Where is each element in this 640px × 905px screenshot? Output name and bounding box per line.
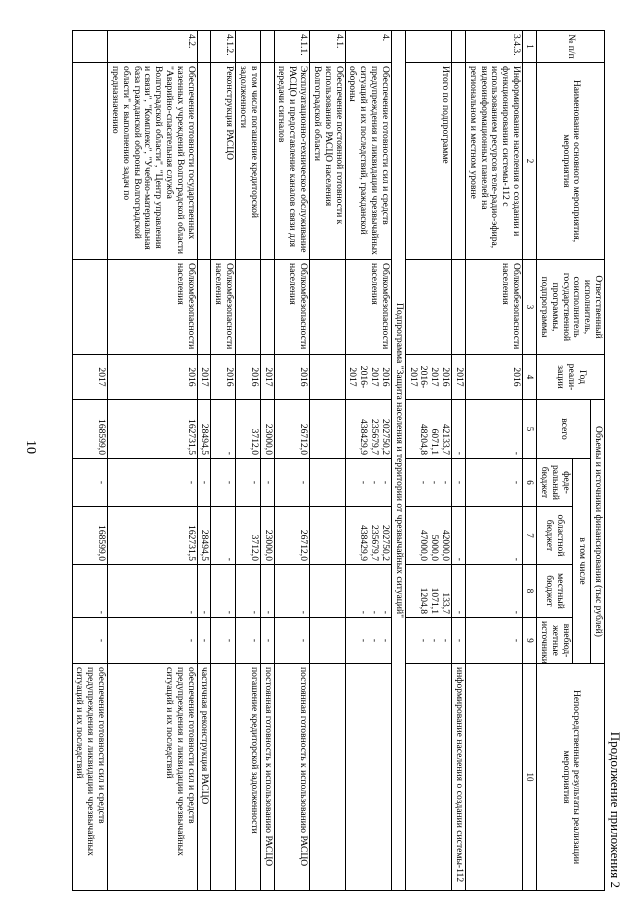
column-index: 5 xyxy=(523,400,537,459)
column-index: 4 xyxy=(523,355,537,400)
cell-regional: - xyxy=(452,507,466,565)
header-row-1 xyxy=(591,31,605,891)
rotated-page xyxy=(74,30,625,890)
cell-measure-name: Обеспечение готовности сил и средств предупреждения и ликвидации чрезвычайных ситуаций и их последствий, гражданской обороны xyxy=(345,63,391,260)
cell-federal: - xyxy=(465,459,522,507)
cell-measure-name: Итого по подпрограмме xyxy=(405,63,451,260)
cell-measure-name xyxy=(452,63,466,260)
cell-local xyxy=(310,565,345,618)
cell-extrabudget: - - - xyxy=(405,618,451,664)
header-no: № п/п xyxy=(537,31,605,63)
cell-executor xyxy=(260,260,274,355)
cell-measure-name: Обеспечение постоянной готовности к использованию РАСЦО населения Волгоградской области xyxy=(310,63,345,260)
cell-federal xyxy=(310,459,345,507)
cell-year: 2016 2017 2016-2017 xyxy=(405,355,451,400)
cell-no: 4.2. xyxy=(108,31,198,63)
cell-regional: 3712,0 xyxy=(236,507,261,565)
column-index: 1 xyxy=(523,31,537,63)
table-row xyxy=(72,31,107,891)
cell-local: - xyxy=(236,565,261,618)
header-measure-name: Наименование основного мероприятия, мероприятия xyxy=(537,63,605,260)
table-row xyxy=(197,31,211,891)
cell-total: 168599,0 xyxy=(72,400,107,459)
cell-total: 23000,0 xyxy=(260,400,274,459)
cell-year: 2017 xyxy=(197,355,211,400)
cell-result xyxy=(310,664,345,891)
cell-federal: - xyxy=(108,459,198,507)
cell-local: - xyxy=(211,565,236,618)
cell-executor xyxy=(405,260,451,355)
header-extrabudget: внебюд- жетные источники xyxy=(537,618,572,664)
cell-extrabudget: - xyxy=(108,618,198,664)
table-row xyxy=(465,31,522,891)
cell-year: 2017 xyxy=(72,355,107,400)
cell-result: обеспечение готовности сил и средств предупреждения и ликвидации чрезвычайных ситуаций и их последствий xyxy=(108,664,198,891)
table-row xyxy=(274,31,309,891)
cell-measure-name xyxy=(260,63,274,260)
cell-regional: 162731,5 xyxy=(108,507,198,565)
cell-total: 3712,0 xyxy=(236,400,261,459)
table-row xyxy=(236,31,261,891)
cell-regional: 168599,0 xyxy=(72,507,107,565)
cell-no xyxy=(405,31,451,63)
cell-regional: 42000,0 5000,0 47000,0 xyxy=(405,507,451,565)
cell-local: - - - xyxy=(345,565,391,618)
cell-executor: Облкомбезопасности населения xyxy=(274,260,309,355)
cell-year: 2016 xyxy=(211,355,236,400)
cell-federal: - xyxy=(197,459,211,507)
cell-regional: 23000,0 xyxy=(260,507,274,565)
cell-no xyxy=(452,31,466,63)
column-index-row xyxy=(523,31,537,891)
page-number: 10 xyxy=(23,440,38,454)
table-row xyxy=(452,31,466,891)
cell-federal: - - - xyxy=(345,459,391,507)
cell-measure-name: Реконструкция РАСЦО xyxy=(211,63,236,260)
cell-total: - xyxy=(452,400,466,459)
header-funding: Объемы и источники финансирования (тыс рублей) xyxy=(591,400,605,664)
cell-extrabudget: - xyxy=(465,618,522,664)
cell-local: - xyxy=(72,565,107,618)
header-including: в том числе xyxy=(572,459,591,664)
cell-total: - xyxy=(211,400,236,459)
cell-year: 2016 xyxy=(236,355,261,400)
cell-result: обеспечение готовности сил и средств предупреждения и ликвидации чрезвычайных ситуаций и их последствий xyxy=(72,664,107,891)
cell-federal: - xyxy=(274,459,309,507)
cell-federal: - xyxy=(452,459,466,507)
cell-extrabudget: - xyxy=(197,618,211,664)
cell-executor: Облкомбезопасности населения xyxy=(211,260,236,355)
cell-no xyxy=(197,31,211,63)
cell-local: - xyxy=(274,565,309,618)
cell-result: погашение кредиторской задолженности xyxy=(236,664,261,891)
cell-total: - xyxy=(465,400,522,459)
cell-local: - xyxy=(465,565,522,618)
cell-total: 202750,2 235679,7 438429,9 xyxy=(345,400,391,459)
table-row xyxy=(405,31,451,891)
cell-result xyxy=(405,664,451,891)
cell-total: 162731,5 xyxy=(108,400,198,459)
cell-result xyxy=(465,664,522,891)
cell-result xyxy=(211,664,236,891)
cell-no: 4.1. xyxy=(310,31,345,63)
cell-regional: 26712,0 xyxy=(274,507,309,565)
table-row xyxy=(211,31,236,891)
cell-executor: Облкомбезопасности населения xyxy=(108,260,198,355)
cell-extrabudget: - - - xyxy=(345,618,391,664)
header-year: Год реали- зации xyxy=(537,355,605,400)
column-index: 6 xyxy=(523,459,537,507)
cell-local: - xyxy=(197,565,211,618)
column-index: 7 xyxy=(523,507,537,565)
cell-executor xyxy=(452,260,466,355)
column-index: 10 xyxy=(523,664,537,891)
cell-extrabudget: - xyxy=(260,618,274,664)
cell-total: 26712,0 xyxy=(274,400,309,459)
cell-federal: - xyxy=(260,459,274,507)
cell-extrabudget: - xyxy=(452,618,466,664)
cell-regional xyxy=(310,507,345,565)
funding-table xyxy=(72,30,605,891)
table-row xyxy=(108,31,198,891)
column-index: 9 xyxy=(523,618,537,664)
cell-no xyxy=(260,31,274,63)
cell-result: постоянная готовность к использованию РАСЦО xyxy=(274,664,309,891)
cell-regional: 202750,2 235679,7 438429,9 xyxy=(345,507,391,565)
cell-executor xyxy=(72,260,107,355)
column-index: 8 xyxy=(523,565,537,618)
header-total: всего xyxy=(537,400,591,459)
cell-federal: - xyxy=(211,459,236,507)
cell-measure-name xyxy=(197,63,211,260)
cell-no xyxy=(72,31,107,63)
header-regional: областной бюджет xyxy=(537,507,572,565)
cell-total xyxy=(310,400,345,459)
table-body xyxy=(72,31,522,891)
cell-no: 4.1.2. xyxy=(211,31,236,63)
cell-no: 4. xyxy=(345,31,391,63)
header-federal: феде- ральный бюджет xyxy=(537,459,572,507)
subprogram-title: Подпрограмма "Защита населения и территории от чрезвычайных ситуаций" xyxy=(391,31,405,891)
cell-federal: - - - xyxy=(405,459,451,507)
cell-measure-name: в том числе погашение кредиторской задолженности xyxy=(236,63,261,260)
cell-local: - xyxy=(260,565,274,618)
cell-year: 2016 xyxy=(274,355,309,400)
column-index: 2 xyxy=(523,63,537,260)
cell-total: 42133,7 6071,1 48204,8 xyxy=(405,400,451,459)
cell-year xyxy=(310,355,345,400)
cell-federal: - xyxy=(72,459,107,507)
cell-extrabudget: - xyxy=(72,618,107,664)
cell-no: 4.1.1. xyxy=(274,31,309,63)
cell-year: 2016 xyxy=(108,355,198,400)
cell-year: 2016 xyxy=(465,355,522,400)
table-row xyxy=(260,31,274,891)
cell-result: постоянная готовность к использованию РАСЦО xyxy=(260,664,274,891)
cell-no: 3.4.3. xyxy=(465,31,522,63)
cell-year: 2017 xyxy=(260,355,274,400)
cell-extrabudget: - xyxy=(211,618,236,664)
cell-local: 133,7 1071,1 1204,8 xyxy=(405,565,451,618)
cell-executor xyxy=(310,260,345,355)
cell-extrabudget: - xyxy=(236,618,261,664)
header-executor: Ответственный исполнитель, соисполнитель государственной программы, подпрограммы xyxy=(537,260,605,355)
cell-result: частичная реконструкция РАСЦО xyxy=(197,664,211,891)
cell-executor xyxy=(197,260,211,355)
header-result: Непосредственные результаты реализации мероприятия xyxy=(537,664,605,891)
cell-regional: - xyxy=(465,507,522,565)
cell-federal: - xyxy=(236,459,261,507)
cell-year: 2017 xyxy=(452,355,466,400)
cell-measure-name: Обеспечение готовности государственных казенных учреждений Волгоградской области "Аварийно-спасательная служба Волгоградской области", "Центр управления и связи", "Комплекс", "Учебно-материальная база гражданской обороны Волгоградской области" к выполнению задач по предназначению xyxy=(108,63,198,260)
header-local: местный бюджет xyxy=(537,565,572,618)
cell-extrabudget xyxy=(310,618,345,664)
cell-measure-name: Эксплуатационно-техническое обслуживание РАСЦО и предоставление каналов связи для передачи сигналов xyxy=(274,63,309,260)
table-row xyxy=(310,31,345,891)
table-row xyxy=(345,31,391,891)
cell-no xyxy=(236,31,261,63)
cell-measure-name: Информирование населения о создании и функционировании системы-112 с использованием ресурсов теле-радио-эфира, видеоинформационных панелей на региональном и местном уровне xyxy=(465,63,522,260)
cell-regional: - xyxy=(211,507,236,565)
cell-total: 28494,5 xyxy=(197,400,211,459)
cell-result xyxy=(345,664,391,891)
cell-measure-name xyxy=(72,63,107,260)
continuation-label: Продолжение приложения 2 xyxy=(608,731,623,888)
cell-local: - xyxy=(108,565,198,618)
cell-year: 2016 2017 2016-2017 xyxy=(345,355,391,400)
section-row xyxy=(391,31,405,891)
cell-executor: Облкомбезопасности населения xyxy=(465,260,522,355)
column-index: 3 xyxy=(523,260,537,355)
cell-result: информирование населения о создании системы-112 xyxy=(452,664,466,891)
cell-executor xyxy=(236,260,261,355)
cell-extrabudget: - xyxy=(274,618,309,664)
cell-regional: 28494,5 xyxy=(197,507,211,565)
cell-executor: Облкомбезопасности населения xyxy=(345,260,391,355)
cell-local: - xyxy=(452,565,466,618)
